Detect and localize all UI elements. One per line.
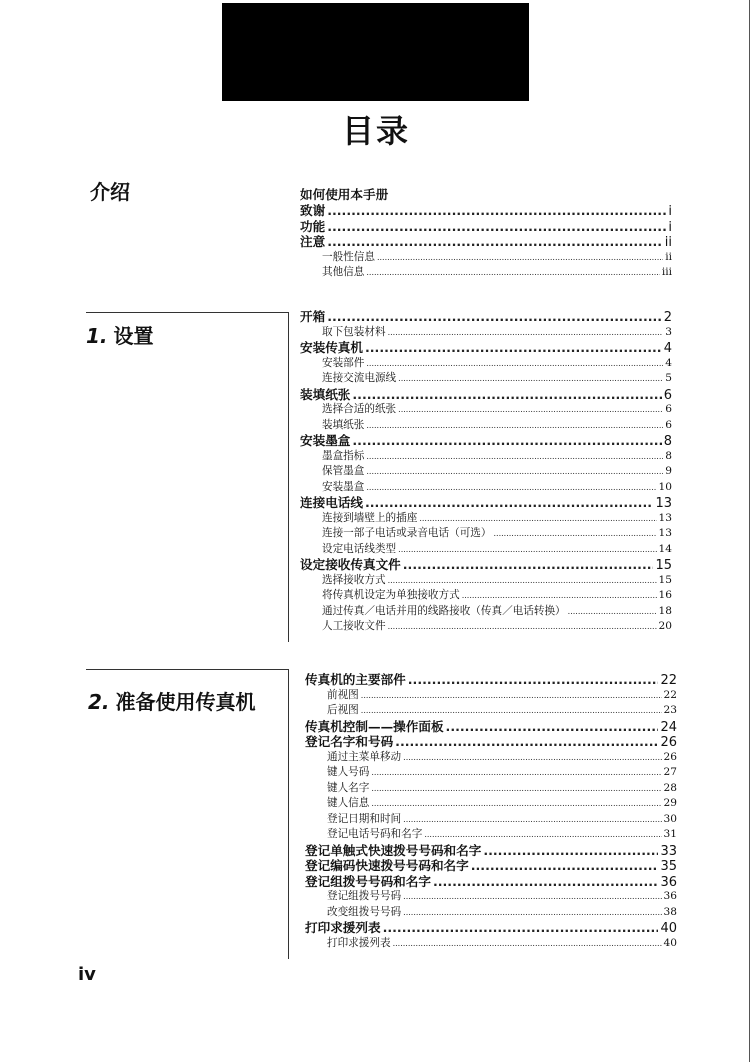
toc-section-2 xyxy=(305,672,677,951)
toc-leader-dots xyxy=(366,418,663,434)
toc-entry-label: 安装墨盒 xyxy=(322,480,365,493)
toc-page-number: i xyxy=(668,219,672,235)
toc-page-number: 13 xyxy=(658,527,672,539)
toc-entry-label: 后视图 xyxy=(327,704,359,716)
toc-page-number: 40 xyxy=(663,936,677,949)
toc-page-number: 38 xyxy=(663,905,677,918)
section-2-top-rule xyxy=(86,669,288,670)
toc-page-number: 33 xyxy=(660,843,677,859)
toc-page-number: 6 xyxy=(665,403,672,415)
toc-entry-label: 注意 xyxy=(300,234,326,249)
toc-page-number: 10 xyxy=(658,480,672,493)
toc-leader-dots xyxy=(395,734,658,750)
toc-entry[interactable] xyxy=(305,874,677,890)
section-title-1 xyxy=(86,320,154,349)
toc-leader-dots xyxy=(408,672,659,688)
toc-entry-label: 选择接收方式 xyxy=(322,573,386,586)
toc-intro-list xyxy=(300,203,672,281)
toc-entry-label: 安装墨盒 xyxy=(300,433,351,448)
toc-leader-dots xyxy=(352,387,661,403)
section-title-intro-label: 介绍 xyxy=(90,180,130,204)
toc-page-number: 5 xyxy=(665,372,672,384)
toc-page-number: 31 xyxy=(663,828,677,840)
toc-page-number: 40 xyxy=(660,921,677,936)
toc-leader-dots xyxy=(393,936,662,952)
section-1-number: 1. xyxy=(86,324,108,348)
toc-page-number: 20 xyxy=(658,620,672,632)
toc-leader-dots xyxy=(403,750,661,766)
toc-entry-label: 登记日期和时间 xyxy=(327,812,402,825)
toc-entry-label: 装填纸张 xyxy=(322,418,365,431)
toc-page-number: 15 xyxy=(658,573,672,586)
toc-subentry[interactable] xyxy=(300,573,672,589)
toc-subentry[interactable] xyxy=(300,325,672,341)
toc-entry-label: 连接电话线 xyxy=(300,495,363,510)
toc-entry-label: 将传真机设定为单独接收方式 xyxy=(322,589,460,601)
toc-page-number: i xyxy=(668,204,672,219)
toc-leader-dots xyxy=(388,325,664,341)
toc-leader-dots xyxy=(327,234,663,250)
toc-entry-label: 其他信息 xyxy=(322,266,365,278)
toc-leader-dots xyxy=(327,203,666,219)
toc-leader-dots xyxy=(361,703,662,719)
toc-page-number: iii xyxy=(661,266,672,278)
toc-leader-dots xyxy=(366,449,663,465)
section-2-side-rule xyxy=(288,669,289,959)
toc-leader-dots xyxy=(352,433,661,449)
toc-entry-label: 连接交流电源线 xyxy=(322,372,397,384)
toc-leader-dots xyxy=(494,526,657,542)
toc-entry-label: 开箱 xyxy=(300,309,326,324)
toc-entry-label: 致谢 xyxy=(300,203,326,218)
toc-entry-label: 前视图 xyxy=(327,688,359,701)
toc-entry-label: 改变组拨号号码 xyxy=(327,905,402,918)
toc-subentry[interactable] xyxy=(305,688,677,704)
toc-page-number: 14 xyxy=(658,542,672,555)
section-1-label: 设置 xyxy=(113,324,154,348)
toc-subentry[interactable] xyxy=(305,765,677,781)
toc-page-number: ii xyxy=(664,235,672,250)
toc-page-number: 3 xyxy=(665,325,672,338)
toc-page-number: 4 xyxy=(663,341,672,356)
toc-entry-label: 连接一部子电话或录音电话（可选） xyxy=(322,527,492,539)
toc-entry-label: 键人号码 xyxy=(327,766,370,778)
toc-page-number: 6 xyxy=(663,387,672,403)
page-title: 目录 xyxy=(341,112,410,150)
toc-entry-label: 装填纸张 xyxy=(300,386,351,402)
toc-leader-dots xyxy=(371,781,661,797)
toc-entry[interactable] xyxy=(305,920,677,936)
toc-leader-dots xyxy=(377,250,663,266)
toc-page-number: 28 xyxy=(663,781,677,794)
toc-entry-label: 设定接收传真文件 xyxy=(300,557,401,572)
toc-entry[interactable] xyxy=(300,203,672,219)
toc-subentry[interactable] xyxy=(305,812,677,828)
section-1-top-rule xyxy=(86,312,288,313)
toc-leader-dots xyxy=(446,719,659,735)
toc-intro xyxy=(300,187,672,281)
toc-subentry[interactable] xyxy=(305,796,677,812)
toc-subentry[interactable] xyxy=(300,526,672,542)
toc-entry-label: 通过主菜单移动 xyxy=(327,750,402,763)
toc-entry[interactable] xyxy=(300,219,672,235)
toc-entry[interactable] xyxy=(305,734,677,750)
toc-leader-dots xyxy=(483,843,658,859)
toc-page-number: 8 xyxy=(663,434,672,449)
toc-subentry[interactable] xyxy=(305,827,677,843)
toc-leader-dots xyxy=(366,480,656,496)
toc-leader-dots xyxy=(403,557,654,573)
toc-entry-label: 一般性信息 xyxy=(322,250,375,263)
toc-page-number: 22 xyxy=(660,673,677,688)
toc-entry-label: 传真机的主要部件 xyxy=(305,672,406,687)
toc-leader-dots xyxy=(388,573,657,589)
toc-page-number: 16 xyxy=(658,589,672,601)
toc-entry[interactable] xyxy=(300,234,672,250)
toc-page-number: ii xyxy=(665,250,672,263)
toc-leader-dots xyxy=(361,688,662,704)
header-black-block xyxy=(222,3,529,101)
toc-entry[interactable] xyxy=(300,433,672,449)
section-2-label: 准备使用传真机 xyxy=(115,690,256,714)
toc-leader-dots xyxy=(366,464,663,480)
toc-subentry[interactable] xyxy=(300,265,672,281)
toc-entry-label: 保管墨盒 xyxy=(322,465,365,477)
toc-leader-dots xyxy=(462,588,657,604)
toc-leader-dots xyxy=(398,542,656,558)
toc-page-number: 8 xyxy=(665,449,672,462)
toc-leader-dots xyxy=(403,812,661,828)
toc-subentry[interactable] xyxy=(305,781,677,797)
toc-leader-dots xyxy=(433,874,659,890)
toc-leader-dots xyxy=(365,495,653,511)
toc-page-number: 2 xyxy=(663,310,672,325)
toc-page-number: 13 xyxy=(658,511,672,524)
toc-leader-dots xyxy=(403,889,661,905)
section-title-2 xyxy=(88,686,256,715)
toc-subentry[interactable] xyxy=(300,604,672,620)
toc-leader-dots xyxy=(398,371,663,387)
toc-header-how-to-use[interactable] xyxy=(300,187,672,203)
toc-page-number: 24 xyxy=(660,719,677,735)
toc-page-number: 29 xyxy=(663,797,677,809)
toc-page-number: 35 xyxy=(660,859,677,874)
toc-entry-label: 键人名字 xyxy=(327,781,370,794)
toc-entry[interactable] xyxy=(305,858,677,874)
toc-entry-label: 登记组拨号号码 xyxy=(327,890,402,902)
toc-entry-label: 键人信息 xyxy=(327,797,370,809)
toc-page-number: 4 xyxy=(665,356,672,369)
toc-subentry[interactable] xyxy=(300,250,672,266)
toc-subentry[interactable] xyxy=(300,511,672,527)
toc-page-number: 27 xyxy=(663,766,677,778)
toc-subentry[interactable] xyxy=(300,371,672,387)
toc-entry[interactable] xyxy=(305,719,677,735)
toc-entry[interactable] xyxy=(300,309,672,325)
page-number: iv xyxy=(78,964,96,985)
toc-entry-label: 设定电话线类型 xyxy=(322,542,397,555)
toc-page-number: 18 xyxy=(658,604,672,617)
toc-page-number: 30 xyxy=(663,812,677,825)
toc-subentry[interactable] xyxy=(305,703,677,719)
toc-page-number: 6 xyxy=(665,418,672,431)
toc-entry-label: 墨盒指标 xyxy=(322,449,365,462)
toc-leader-dots xyxy=(371,796,661,812)
toc-leader-dots xyxy=(419,511,656,527)
toc-leader-dots xyxy=(398,402,663,418)
toc-subentry[interactable] xyxy=(300,464,672,480)
toc-subentry[interactable] xyxy=(305,905,677,921)
toc-leader-dots xyxy=(366,356,663,372)
toc-leader-dots xyxy=(327,309,662,325)
toc-leader-dots xyxy=(568,604,657,620)
toc-page-number: 36 xyxy=(660,874,677,890)
toc-entry[interactable] xyxy=(300,557,672,573)
toc-entry-label: 通过传真／电话并用的线路接收（传真／电话转换） xyxy=(322,604,566,617)
section-2-number: 2. xyxy=(88,690,110,714)
toc-entry[interactable] xyxy=(300,340,672,356)
toc-section-1 xyxy=(300,309,672,635)
toc-leader-dots xyxy=(388,619,657,635)
toc-entry-label: 传真机控制——操作面板 xyxy=(305,718,444,734)
toc-subentry[interactable] xyxy=(300,542,672,558)
toc-page-number: 13 xyxy=(655,496,672,511)
toc-page-number: 9 xyxy=(665,465,672,477)
toc-page-number: 15 xyxy=(655,558,672,573)
toc-leader-dots xyxy=(403,905,661,921)
toc-entry-label: 登记编码快速拨号号码和名字 xyxy=(305,858,469,873)
toc-entry-label: 登记名字和号码 xyxy=(305,734,394,749)
toc-entry-label: 取下包装材料 xyxy=(322,325,386,338)
toc-page-number: 36 xyxy=(663,890,677,902)
toc-entry-label: 登记组拨号号码和名字 xyxy=(305,873,431,889)
toc-subentry[interactable] xyxy=(305,936,677,952)
toc-page-number: 26 xyxy=(663,750,677,763)
section-1-side-rule xyxy=(288,312,289,642)
toc-subentry[interactable] xyxy=(305,889,677,905)
toc-entry[interactable] xyxy=(305,843,677,859)
toc-subentry[interactable] xyxy=(300,402,672,418)
toc-leader-dots xyxy=(327,219,666,235)
toc-subentry[interactable] xyxy=(300,588,672,604)
toc-entry-label: 连接到墙壁上的插座 xyxy=(322,511,418,524)
toc-leader-dots xyxy=(365,340,662,356)
toc-subentry[interactable] xyxy=(300,449,672,465)
toc-leader-dots xyxy=(371,765,661,781)
toc-page-number: 23 xyxy=(663,704,677,716)
toc-entry-label: 打印求援列表 xyxy=(327,936,391,949)
toc-entry-label: 安装部件 xyxy=(322,356,365,369)
section-title-intro xyxy=(90,176,130,205)
toc-entry-label: 功能 xyxy=(300,218,326,234)
toc-subentry[interactable] xyxy=(300,619,672,635)
toc-entry[interactable] xyxy=(300,495,672,511)
toc-leader-dots xyxy=(424,827,661,843)
toc-entry-label: 登记电话号码和名字 xyxy=(327,828,423,840)
toc-entry-label: 打印求援列表 xyxy=(305,920,381,935)
toc-entry-label: 安装传真机 xyxy=(300,340,363,355)
toc-subentry[interactable] xyxy=(300,480,672,496)
toc-subentry[interactable] xyxy=(300,356,672,372)
toc-page-number: 26 xyxy=(660,735,677,750)
toc-entry-label: 选择合适的纸张 xyxy=(322,403,397,415)
toc-leader-dots xyxy=(471,858,659,874)
toc-entry[interactable] xyxy=(300,387,672,403)
toc-page-number: 22 xyxy=(663,688,677,701)
toc-leader-dots xyxy=(383,920,659,936)
toc-entry-label: 登记单触式快速拨号号码和名字 xyxy=(305,842,482,858)
page-edge-rule xyxy=(749,0,750,1062)
toc-subentry[interactable] xyxy=(305,750,677,766)
toc-entry-label: 人工接收文件 xyxy=(322,620,386,632)
toc-entry[interactable] xyxy=(305,672,677,688)
toc-header-label: 如何使用本手册 xyxy=(300,187,389,202)
toc-leader-dots xyxy=(366,265,659,281)
toc-subentry[interactable] xyxy=(300,418,672,434)
